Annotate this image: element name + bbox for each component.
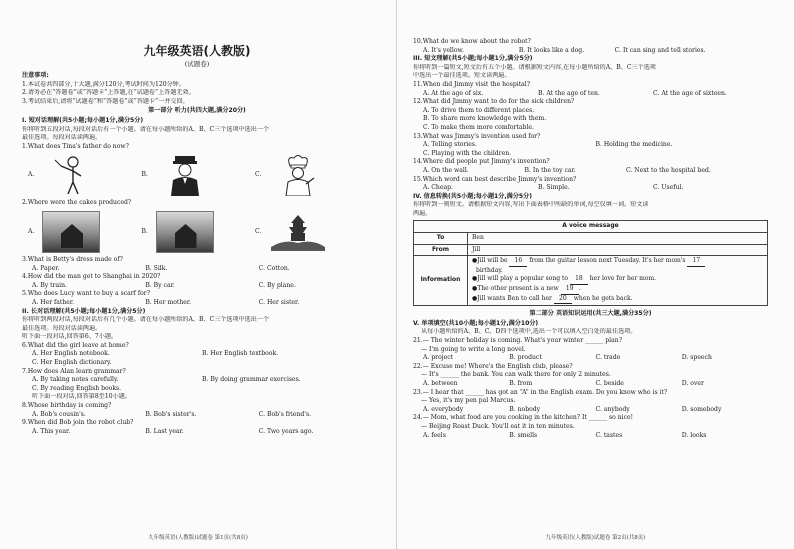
section-desc: 两遍。: [413, 209, 432, 217]
option: B. smells: [509, 431, 538, 439]
option: A. This year.: [32, 427, 71, 435]
option: A. By taking notes carefully.: [32, 376, 119, 384]
option-row: [22, 411, 372, 420]
option-row: [413, 354, 768, 363]
option: [255, 211, 369, 253]
answer-blank[interactable]: 18: [570, 275, 588, 285]
info-text: when he gets back.: [571, 294, 633, 302]
option: C. Next to the hospital bed.: [625, 166, 711, 174]
option: B. By car.: [145, 281, 175, 289]
option-label: A.: [28, 227, 35, 235]
option: C. Playing with the children.: [423, 149, 512, 157]
option-row: [22, 282, 372, 291]
dialog-instruction: 听下面一段对话,回答第8至10小题。: [32, 393, 131, 401]
option: B. from: [509, 379, 533, 387]
info-text: ●Jill will play a popular song to: [472, 275, 570, 283]
table-label: Information: [414, 256, 468, 306]
exam-page-right: [397, 0, 794, 549]
info-text: from the guitar lesson next Tuesday. It's her mom's: [527, 257, 688, 265]
option: C. Bob's friend's.: [258, 410, 312, 418]
section-desc: 你将听到五段对话,每段对话后有一个小题。请在每小题所给的A、B、C三个选项中选出一个: [22, 125, 270, 133]
option: A. On the wall.: [423, 166, 469, 174]
answer-blank[interactable]: 19: [561, 285, 579, 295]
section-desc: 从每小题所给的A、B、C、D四个选项中,选出一个可以填入空白处的最佳选项。: [421, 328, 637, 336]
section-title: III. 短文理解(共5小题;每小题1分,满分5分): [413, 55, 533, 63]
option-row: [413, 90, 768, 99]
option: C. It can sing and tell stories.: [614, 46, 706, 54]
teacher-icon: [42, 154, 100, 196]
section-desc: 你将听到两段对话,每段对话后有几个小题。请在每小题所给的A、B、C三个选项中选出一个: [22, 316, 270, 324]
option: B. Last year.: [145, 427, 184, 435]
section-desc: 你将听到一则短文。请根据短文内容,写出下面表格中所缺的单词,每空仅填一词。短文读: [413, 201, 649, 209]
option-label: B.: [141, 171, 148, 179]
option: B. Bob's sister's.: [145, 410, 197, 418]
option: C. Her sister.: [258, 298, 300, 306]
option-label: A.: [28, 171, 35, 179]
question: 11.When did Jimmy visit the hospital?: [413, 80, 531, 88]
option: C. beside: [595, 379, 624, 387]
part-heading: 第二部分 英语知识运用(共三大题,满分35分): [529, 310, 652, 318]
answer-blank[interactable]: 17: [687, 257, 705, 267]
question: 4.How did the man get to Shanghai in 2020?: [22, 273, 161, 281]
option-row: [413, 115, 768, 124]
section-desc: 最佳选项。每段对话读两遍。: [22, 134, 102, 142]
option: [28, 154, 142, 196]
exam-subtitle: (试题卷): [184, 60, 210, 68]
picture-options: [28, 210, 372, 254]
option: B. To share more knowledge with them.: [423, 115, 547, 123]
option: A. everybody: [423, 405, 464, 413]
option-row: [413, 124, 768, 133]
section-title: II. 长对话理解(共5小题;每小题1分,满分5分): [22, 307, 146, 315]
section-title: V. 单项填空(共10小题;每小题1分,满分10分): [413, 319, 539, 327]
option-row: [22, 376, 372, 385]
option: A. between: [423, 379, 458, 387]
info-text: ●The other present is a new: [472, 285, 561, 293]
section-title: IV. 信息转换(共5小题;每小题1分,满分5分): [413, 192, 532, 200]
question-reply: — Yes, it's my pen pal Marcus.: [421, 397, 516, 405]
option: B. nobody: [509, 405, 541, 413]
chef-icon: [269, 154, 327, 196]
question: 13.What was Jimmy's invention used for?: [413, 132, 541, 140]
option-row: [413, 406, 768, 415]
table-label: To: [414, 233, 468, 245]
option: C. Cotton.: [258, 264, 290, 272]
option: A. By train.: [32, 281, 67, 289]
section-title: I. 短对话理解(共5小题;每小题1分,满分5分): [22, 116, 144, 124]
option-row: [22, 350, 372, 359]
part-heading: 第一部分 听力(共四大题,满分20分): [148, 107, 246, 115]
option: A. feels: [423, 431, 446, 439]
option-row: [413, 141, 768, 150]
option: [142, 211, 256, 253]
option: D. speech: [681, 354, 712, 362]
section-desc: 听下面一段对话,回答第6、7小题。: [22, 333, 118, 341]
option: C. At the age of sixteen.: [653, 89, 727, 97]
option: A. Her English notebook.: [32, 350, 110, 358]
question: 21.— The winter holiday is coming. What's your winter ______ plan?: [413, 337, 622, 344]
option: C. By reading English books.: [32, 384, 122, 392]
page-footer: 九年级英语(人教版)试题卷 第1页(共8页): [148, 535, 248, 541]
option-row: [22, 428, 372, 437]
table-label: From: [414, 244, 468, 256]
question: 9.When did Bob join the robot club?: [22, 419, 134, 427]
option-row: [413, 47, 768, 56]
option: B. In the toy car.: [524, 166, 576, 174]
option-row: [22, 299, 372, 308]
option-row: [22, 359, 372, 368]
info-text: ●Jill will be: [472, 257, 510, 265]
option: B. Simple.: [538, 184, 570, 192]
option-row: [413, 107, 768, 116]
table-cell: Ben: [468, 233, 768, 245]
option: A. Telling stories.: [423, 141, 477, 149]
answer-blank[interactable]: 16: [509, 257, 527, 267]
option: A. It's yellow.: [423, 46, 464, 54]
option: A. project: [423, 354, 454, 362]
question: 10.What do we know about the robot?: [413, 38, 531, 45]
option: A. At the age of six.: [423, 89, 484, 97]
question: 1.What does Tina's father do now?: [22, 142, 129, 150]
question: 15.Which word can best describe Jimmy's invention?: [413, 175, 577, 183]
section-desc: 你将听到一篇短文,短文后有五个小题。请根据短文内容,在每小题所给的A、B、C三个选项: [413, 63, 656, 71]
info-line: [472, 275, 763, 285]
question-reply: — I'm going to write a long novel.: [421, 345, 526, 353]
question-reply: — It's ______ the bank. You can walk there for only 2 minutes.: [421, 371, 611, 379]
option-row: [22, 265, 372, 274]
option: B. Silk.: [145, 264, 168, 272]
question: 14.Where did people put Jimmy's invention?: [413, 158, 550, 166]
option: C. trade: [595, 354, 621, 362]
option: B. It looks like a dog.: [518, 46, 585, 54]
question: 7.How does Alan learn grammar?: [22, 367, 126, 375]
option: A. Bob's cousin's.: [32, 410, 86, 418]
note-item: 3.考试结束后,请将“试题卷”和“答题卷”或“答题卡”一并交回。: [22, 97, 189, 105]
option: A. Cheap.: [423, 184, 453, 192]
exam-title: 九年级英语(人教版): [143, 44, 251, 58]
section-desc: 最佳选项。每段对话读两遍。: [22, 324, 102, 332]
option: A. Paper.: [32, 264, 60, 272]
option: [142, 154, 256, 196]
voice-message-table: [413, 220, 768, 306]
option: C. To make them more comfortable.: [423, 123, 534, 131]
option: B. Her English textbook.: [202, 350, 279, 358]
option: [28, 211, 142, 253]
option-label: C.: [255, 171, 262, 179]
answer-blank[interactable]: 20: [554, 295, 572, 305]
info-cell: [468, 256, 768, 306]
option: [255, 154, 369, 196]
question: 5.Who does Lucy want to buy a scarf for?: [22, 290, 150, 298]
table-title: A voice message: [414, 221, 768, 233]
table-cell: Jill: [468, 244, 768, 256]
option-row: [413, 167, 768, 176]
info-line: [472, 285, 763, 295]
option: B. Her mother.: [145, 298, 192, 306]
option: C. anybody: [595, 405, 630, 413]
section-desc: 中选出一个最佳选项。短文读两遍。: [413, 72, 511, 80]
option: B. At the age of ten.: [538, 89, 600, 97]
option: B. Holding the medicine.: [595, 141, 673, 149]
option: C. Her English dictionary.: [32, 359, 112, 367]
question-reply: — Beijing Roast Duck. You'll eat it in ten minutes.: [421, 422, 575, 430]
question: 2.Where were the cakes produced?: [22, 199, 132, 207]
option: C. Useful.: [653, 184, 684, 192]
question: 6.What did the girl leave at home?: [22, 341, 129, 349]
policeman-icon: [156, 154, 214, 196]
option: C. Two years ago.: [258, 427, 314, 435]
question: 12.What did Jimmy want to do for the sick children?: [413, 98, 575, 106]
info-text: .: [578, 285, 581, 293]
option: D. somebody: [681, 405, 722, 413]
info-line: [472, 295, 763, 305]
option-row: [22, 385, 372, 394]
option: C. tastes: [595, 431, 623, 439]
note-item: 1.本试卷共四部分,十大题,满分120分,考试时间为120分钟。: [22, 80, 185, 88]
question: 8.Whose birthday is coming?: [22, 402, 112, 410]
tower-photo-icon: [156, 211, 214, 253]
option: A. To drive them to different places.: [423, 106, 535, 114]
option-label: C.: [255, 227, 262, 235]
option-label: B.: [141, 227, 148, 235]
option-row: [413, 184, 768, 193]
option: C. By plane.: [258, 281, 296, 289]
notes-title: 注意事项:: [22, 72, 49, 79]
info-line: [472, 257, 763, 267]
page-footer: 九年级英语(人教版)试题卷 第2页(共8页): [545, 535, 646, 541]
option-row: [413, 380, 768, 389]
question: 23.— I hear that ______ has got an “A” in the English exam. Do you know who is it?: [413, 388, 668, 396]
building-photo-icon: [42, 211, 100, 253]
option: D. looks: [681, 431, 707, 439]
pagoda-icon: [269, 211, 327, 253]
note-item: 2.请务必在“答题卷”或“答题卡”上答题,在“试题卷”上答题无效。: [22, 89, 195, 97]
option: B. product: [509, 354, 542, 362]
question: 24.— Mom, what food are you cooking in the kitchen? It ______ so nice!: [413, 414, 634, 422]
picture-options: [28, 153, 372, 197]
option: A. Her father.: [32, 298, 75, 306]
option-row: [413, 150, 768, 159]
info-text: birthday.: [476, 266, 503, 274]
question: 22.— Excuse me! Where's the English club, please?: [413, 362, 573, 370]
info-text: her love for her mom.: [587, 275, 657, 283]
option: D. over: [681, 379, 704, 387]
info-text: ●Jill wants Ben to call her: [472, 294, 554, 302]
option: B. By doing grammar exercises.: [202, 376, 301, 384]
option-row: [413, 432, 768, 441]
question: 3.What is Betty's dress made of?: [22, 255, 123, 263]
